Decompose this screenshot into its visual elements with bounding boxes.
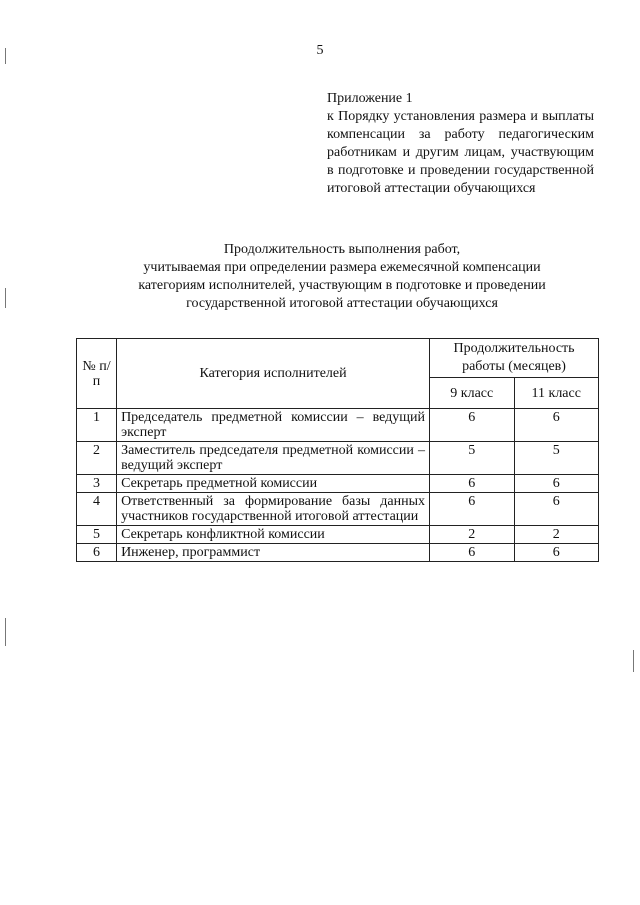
page-number: 5	[316, 43, 324, 58]
row-grade-9: 6	[430, 493, 514, 526]
table-row	[77, 475, 599, 493]
title-line: учитываемая при определении размера ежемесячной компенсации	[143, 260, 541, 275]
header-grade-11: 11 класс	[514, 378, 599, 409]
row-number: 5	[77, 526, 117, 544]
title-line: государственной итоговой аттестации обучающихся	[186, 296, 498, 311]
appendix-body: к Порядку установления размера и выплаты компенсации за работу педагогическим работникам и другим лицам, участвующим в подготовке и проведении государственной итоговой аттестации обучающихся	[327, 109, 594, 196]
header-category: Категория исполнителей	[117, 339, 430, 409]
row-category: Заместитель председателя предметной комиссии – ведущий эксперт	[117, 442, 430, 475]
row-grade-9: 6	[430, 544, 514, 562]
row-grade-9: 5	[430, 442, 514, 475]
table-header-row	[77, 339, 599, 378]
row-grade-11: 6	[514, 544, 599, 562]
row-number: 3	[77, 475, 117, 493]
row-grade-11: 2	[514, 526, 599, 544]
header-number: № п/п	[77, 339, 117, 409]
row-category: Секретарь предметной комиссии	[117, 475, 430, 493]
row-grade-9: 6	[430, 475, 514, 493]
table-row	[77, 409, 599, 442]
row-grade-11: 5	[514, 442, 599, 475]
row-category: Ответственный за формирование базы данных участников государственной итоговой аттестации	[117, 493, 430, 526]
row-category: Инженер, программист	[117, 544, 430, 562]
table-row	[77, 544, 599, 562]
row-grade-9: 2	[430, 526, 514, 544]
scan-artifact	[5, 48, 6, 64]
document-title	[80, 241, 604, 313]
title-line: категориям исполнителей, участвующим в подготовке и проведении	[138, 278, 546, 293]
row-category: Председатель предметной комиссии – ведущий эксперт	[117, 409, 430, 442]
scan-artifact	[5, 618, 6, 646]
row-number: 6	[77, 544, 117, 562]
scan-artifact	[5, 288, 6, 308]
table-row	[77, 526, 599, 544]
row-grade-11: 6	[514, 409, 599, 442]
table-row	[77, 442, 599, 475]
row-grade-11: 6	[514, 493, 599, 526]
scan-artifact	[633, 650, 634, 672]
title-line: Продолжительность выполнения работ,	[223, 242, 461, 257]
table-row	[77, 493, 599, 526]
header-grade-9: 9 класс	[430, 378, 514, 409]
appendix-block	[327, 90, 594, 198]
appendix-title: Приложение 1	[327, 91, 413, 106]
row-category: Секретарь конфликтной комиссии	[117, 526, 430, 544]
work-duration-table	[76, 338, 599, 562]
row-number: 2	[77, 442, 117, 475]
row-grade-9: 6	[430, 409, 514, 442]
row-grade-11: 6	[514, 475, 599, 493]
row-number: 4	[77, 493, 117, 526]
header-duration: Продолжительность работы (месяцев)	[430, 339, 599, 378]
row-number: 1	[77, 409, 117, 442]
